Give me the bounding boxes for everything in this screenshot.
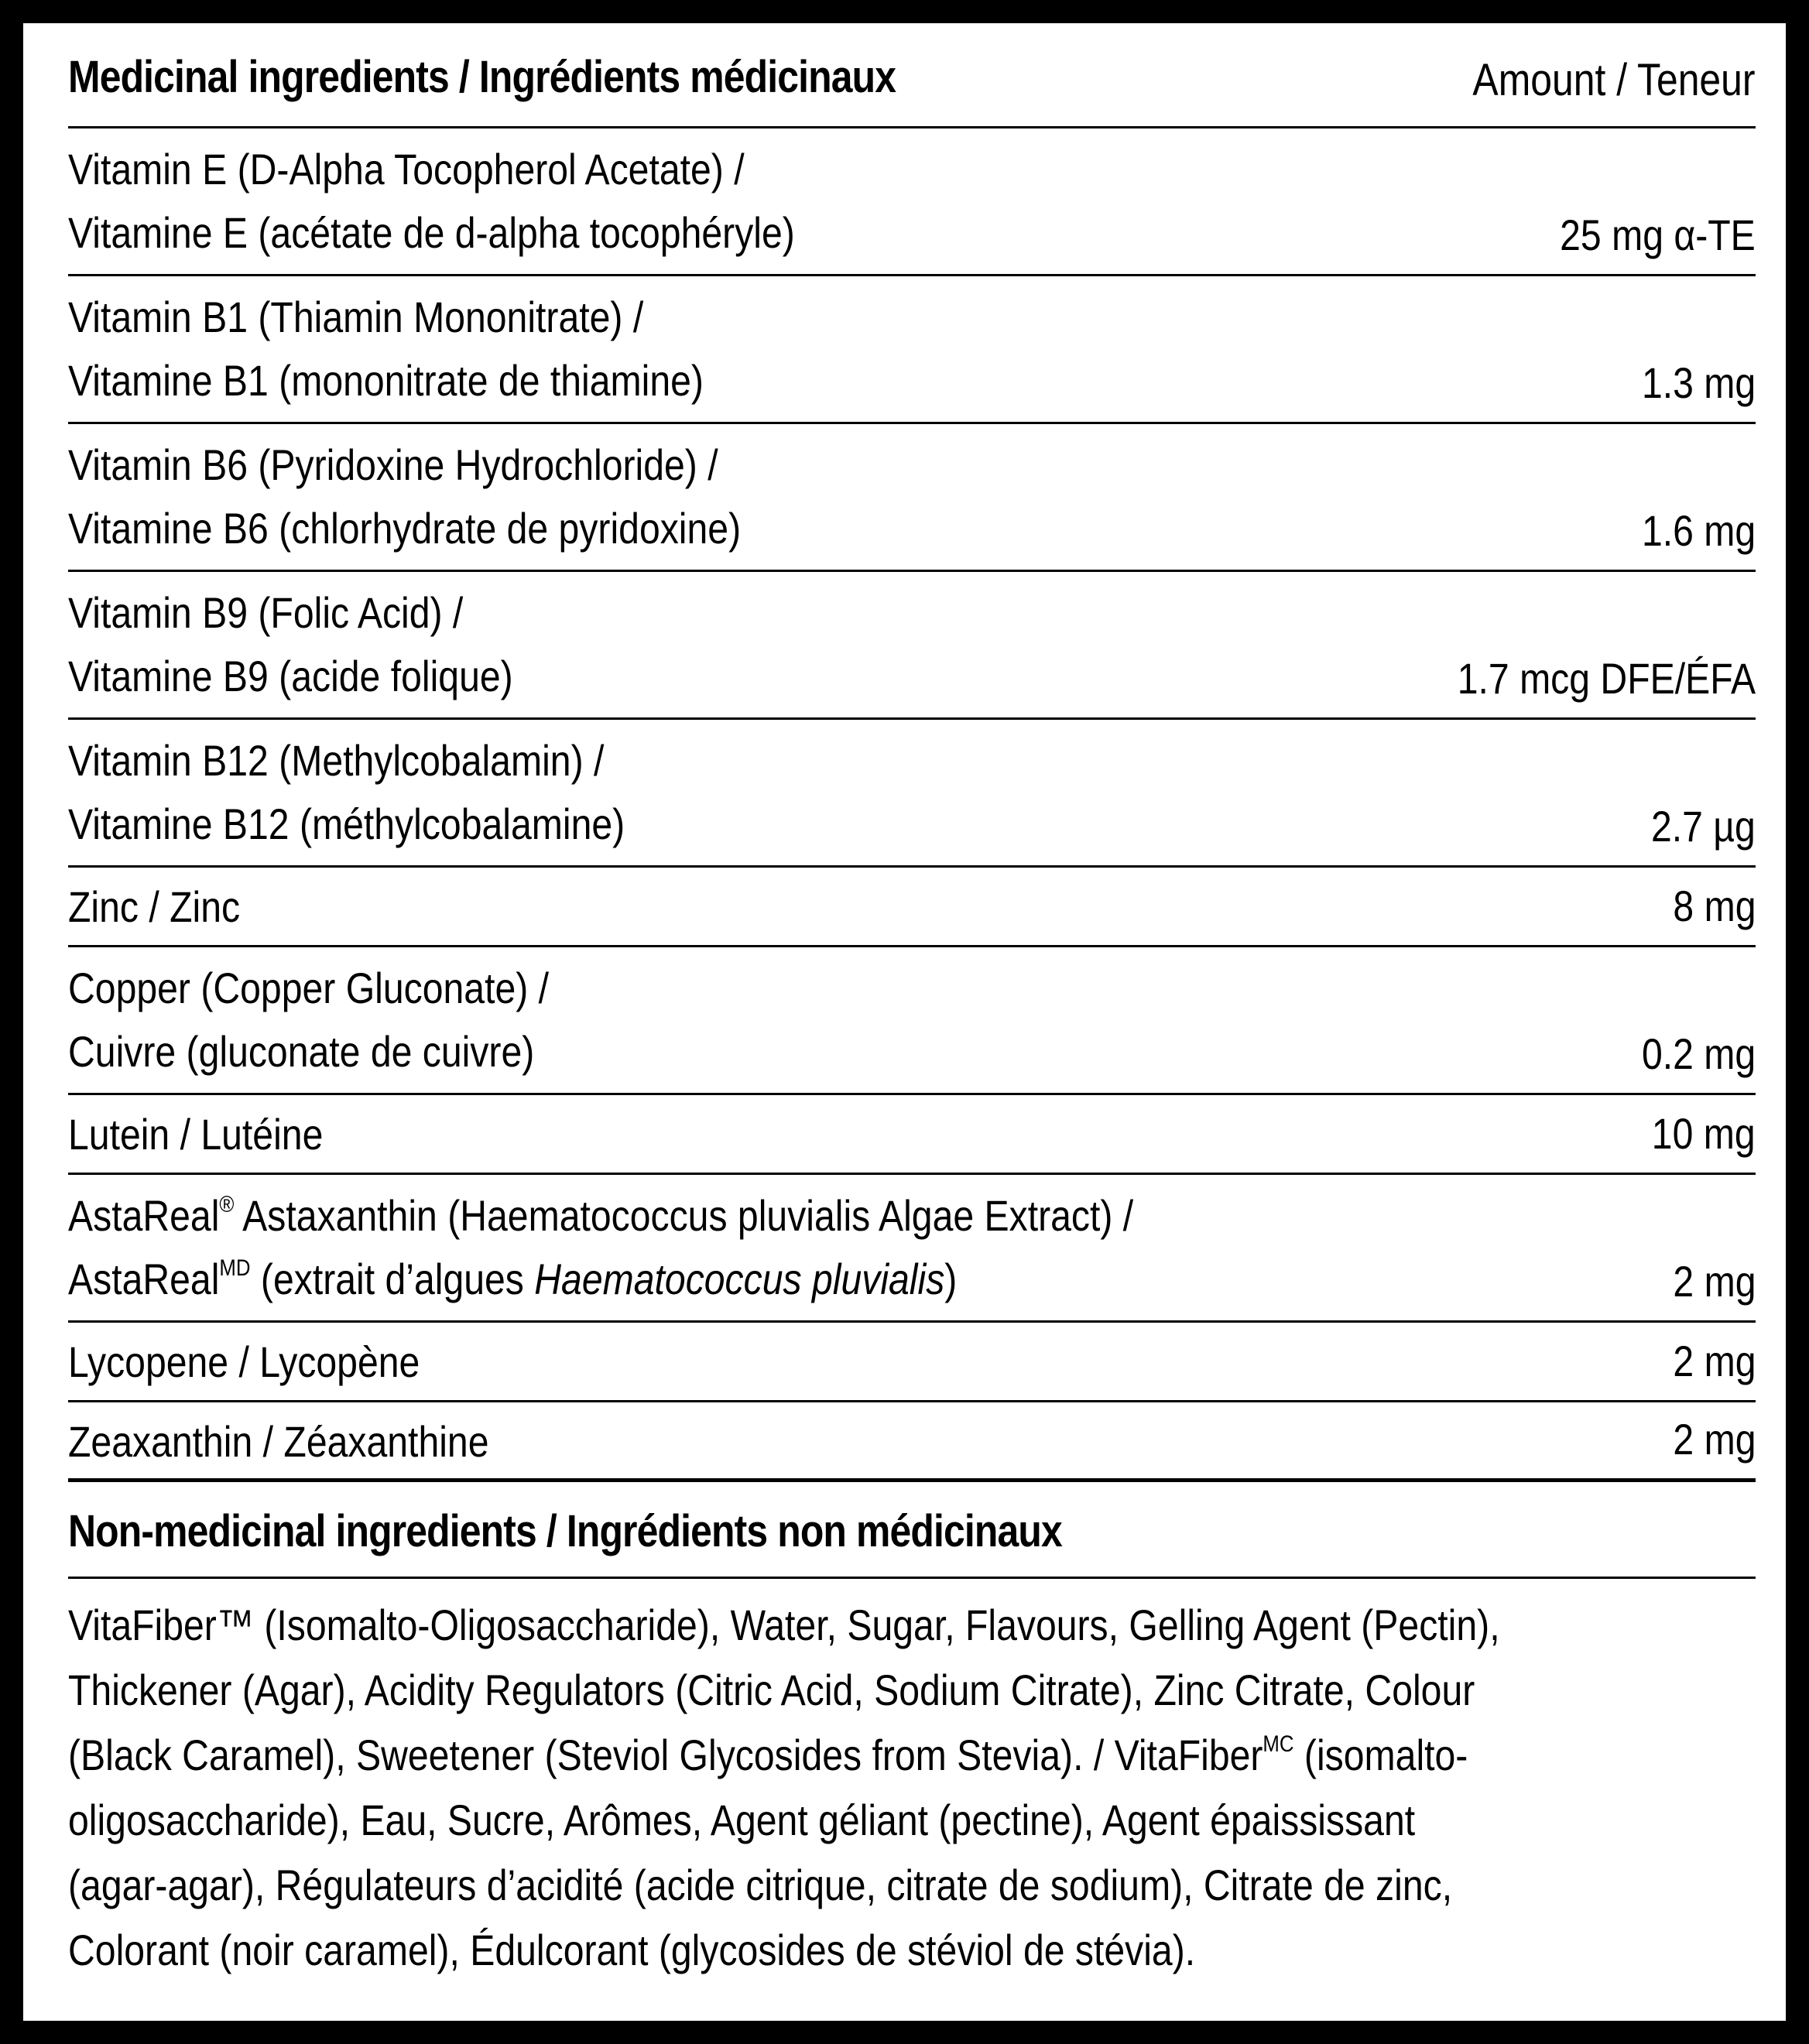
trademark-mark: MC	[1263, 1731, 1294, 1757]
non-medicinal-line: (agar-agar), Régulateurs d’acidité (acide citrique, citrate de sodium), Citrate de zinc,	[68, 1861, 1453, 1909]
ingredient-row	[68, 1095, 1756, 1175]
ingredient-name-en: Vitamin B12 (Methylcobalamin) /	[68, 736, 605, 785]
ingredient-row	[68, 1323, 1756, 1402]
ingredient-amount: 2 mg	[1672, 1337, 1756, 1385]
ingredient-name-fr: Vitamine B1 (mononitrate de thiamine)	[68, 356, 704, 405]
ingredient-amount: 1.3 mg	[1641, 358, 1756, 407]
ingredient-name-fr: Vitamine B6 (chlorhydrate de pyridoxine)	[68, 504, 742, 553]
ingredient-name: Zinc / Zinc	[68, 882, 241, 931]
ingredient-name-en: Copper (Copper Gluconate) /	[68, 964, 550, 1012]
registered-mark: ®	[219, 1192, 235, 1217]
non-medicinal-line: Colorant (noir caramel), Édulcorant (glycosides de stéviol de stévia).	[68, 1926, 1196, 1974]
ingredient-row	[68, 720, 1756, 868]
ingredient-row	[68, 424, 1756, 572]
ingredient-name: Zeaxanthin / Zéaxanthine	[68, 1417, 489, 1466]
ingredient-name-fr	[68, 1248, 1133, 1311]
ingredient-amount: 0.2 mg	[1641, 1029, 1756, 1078]
non-medicinal-header	[68, 1482, 1756, 1579]
ingredient-row	[68, 128, 1756, 276]
ingredient-row	[68, 1175, 1756, 1323]
ingredient-name-en: Vitamin B6 (Pyridoxine Hydrochloride) /	[68, 440, 718, 489]
ingredient-amount: 1.6 mg	[1641, 506, 1756, 555]
ingredient-amount: 2 mg	[1672, 1257, 1756, 1306]
closing-paren: )	[944, 1255, 958, 1303]
label-panel	[23, 23, 1786, 2021]
brand-name: AstaReal	[68, 1191, 220, 1240]
brand-name: AstaReal	[68, 1255, 220, 1303]
non-medicinal-text: (Black Caramel), Sweetener (Steviol Glycosides from Stevia). / VitaFiber	[68, 1731, 1263, 1779]
ingredient-amount: 1.7 mcg DFE/ÉFA	[1457, 654, 1756, 703]
ingredient-description: Astaxanthin (Haematococcus pluvialis Algae Extract) /	[234, 1191, 1134, 1240]
ingredient-description: (extrait d’algues	[250, 1255, 535, 1303]
trademark-mark: MD	[219, 1255, 251, 1281]
ingredient-row	[68, 572, 1756, 720]
non-medicinal-line	[68, 1723, 1519, 1788]
ingredient-name-en: Vitamin E (D-Alpha Tocopherol Acetate) /	[68, 145, 745, 193]
ingredient-name: Lutein / Lutéine	[68, 1110, 324, 1159]
ingredient-amount: 10 mg	[1652, 1109, 1756, 1158]
ingredient-amount: 25 mg α-TE	[1560, 211, 1756, 259]
ingredient-row	[68, 1402, 1756, 1482]
amount-column-label: Amount / Teneur	[1472, 55, 1756, 105]
non-medicinal-title: Non-medicinal ingredients / Ingrédients non médicinaux	[68, 1506, 1062, 1556]
non-medicinal-list	[68, 1593, 1756, 1983]
non-medicinal-text: (isomalto-	[1293, 1731, 1468, 1779]
ingredient-row	[68, 947, 1756, 1095]
ingredient-name-fr: Vitamine B9 (acide folique)	[68, 652, 513, 700]
ingredient-amount: 2 mg	[1672, 1415, 1756, 1464]
ingredient-amount: 8 mg	[1672, 882, 1756, 930]
ingredient-name-en: Vitamin B1 (Thiamin Mononitrate) /	[68, 293, 644, 341]
ingredient-row	[68, 868, 1756, 947]
medicinal-title: Medicinal ingredients / Ingrédients médicinaux	[68, 52, 896, 102]
non-medicinal-line: oligosaccharide), Eau, Sucre, Arômes, Agent géliant (pectine), Agent épaississant	[68, 1796, 1416, 1844]
ingredients-label	[68, 23, 1756, 1983]
ingredient-amount: 2.7 µg	[1651, 802, 1756, 851]
ingredient-name-en	[68, 1184, 1133, 1248]
medicinal-header	[68, 23, 1756, 128]
ingredient-row	[68, 276, 1756, 424]
species-name: Haematococcus pluvialis	[534, 1255, 945, 1303]
ingredient-name: Lycopene / Lycopène	[68, 1337, 420, 1386]
non-medicinal-line: Thickener (Agar), Acidity Regulators (Citric Acid, Sodium Citrate), Zinc Citrate, Colour	[68, 1666, 1475, 1714]
non-medicinal-line: VitaFiber™ (Isomalto-Oligosaccharide), Water, Sugar, Flavours, Gelling Agent (Pectin),	[68, 1601, 1500, 1649]
ingredient-name-en: Vitamin B9 (Folic Acid) /	[68, 588, 464, 637]
ingredient-name-fr: Vitamine B12 (méthylcobalamine)	[68, 799, 625, 848]
ingredient-name-fr: Vitamine E (acétate de d-alpha tocophéryle)	[68, 208, 795, 257]
ingredient-name-fr: Cuivre (gluconate de cuivre)	[68, 1027, 535, 1076]
